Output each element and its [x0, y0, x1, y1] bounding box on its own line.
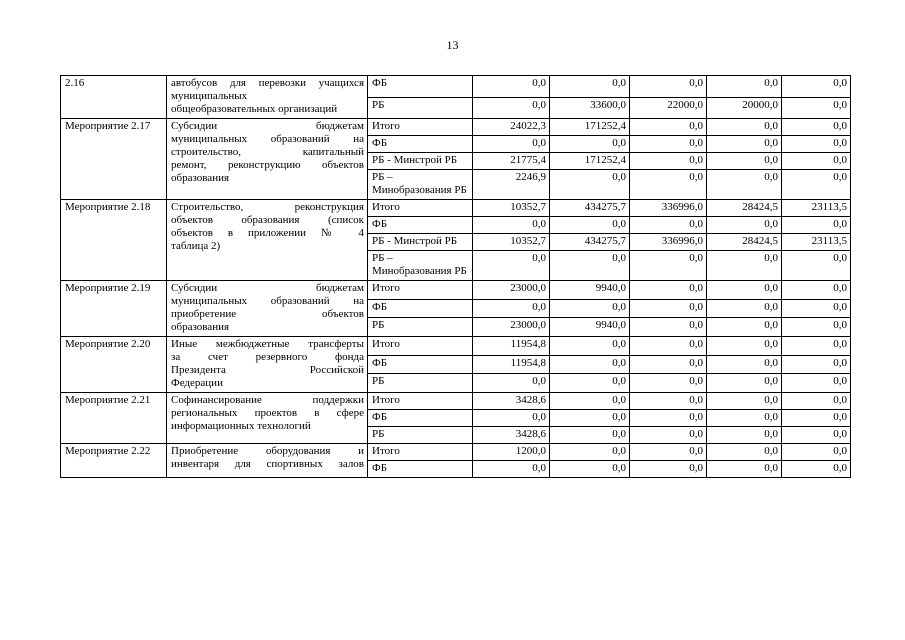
amount-cell: 0,0 [707, 299, 782, 318]
amount-cell: 0,0 [707, 393, 782, 410]
description-line: муниципальных [171, 90, 248, 102]
amount-cell: 336996,0 [630, 200, 707, 217]
amount-cell: 0,0 [782, 217, 851, 234]
measure-id: Мероприятие 2.22 [61, 444, 167, 478]
amount-cell: 0,0 [707, 119, 782, 136]
amount-cell: 0,0 [782, 76, 851, 98]
amount-cell: 0,0 [782, 444, 851, 461]
amount-cell: 0,0 [550, 136, 630, 153]
description-line: автобусов для перевозки учащихся [171, 77, 364, 89]
amount-cell: 0,0 [707, 76, 782, 98]
amount-cell: 0,0 [630, 119, 707, 136]
amount-cell: 0,0 [707, 444, 782, 461]
description-line: ремонт, реконструкцию объектов [171, 159, 364, 171]
amount-cell: 0,0 [707, 217, 782, 234]
table-row [61, 337, 851, 356]
amount-cell: 0,0 [630, 170, 707, 200]
amount-cell: 434275,7 [550, 234, 630, 251]
amount-cell: 0,0 [782, 427, 851, 444]
funding-source: Итого [368, 200, 473, 217]
budget-table [60, 75, 851, 478]
description-line: строительство, капитальный [171, 146, 364, 158]
amount-cell: 0,0 [707, 355, 782, 374]
amount-cell: 0,0 [630, 76, 707, 98]
amount-cell: 0,0 [473, 217, 550, 234]
description-line: образования [171, 321, 230, 333]
amount-cell: 0,0 [550, 76, 630, 98]
amount-cell: 0,0 [630, 153, 707, 170]
funding-source: РБ [368, 318, 473, 337]
description-line: Строительство, реконструкция [171, 201, 364, 213]
amount-cell: 0,0 [707, 318, 782, 337]
funding-source: Итого [368, 393, 473, 410]
table-row [61, 444, 851, 461]
amount-cell: 0,0 [707, 136, 782, 153]
measure-description [167, 119, 368, 200]
amount-cell: 0,0 [550, 427, 630, 444]
measure-description [167, 76, 368, 119]
funding-source: ФБ [368, 299, 473, 318]
funding-source: ФБ [368, 136, 473, 153]
amount-cell: 0,0 [782, 251, 851, 281]
amount-cell: 0,0 [707, 170, 782, 200]
amount-cell: 0,0 [630, 355, 707, 374]
amount-cell: 0,0 [707, 461, 782, 478]
amount-cell: 0,0 [782, 153, 851, 170]
description-line: муниципальных образований на [171, 133, 364, 145]
description-line: инвентаря для спортивных залов [171, 458, 364, 470]
measure-id: Мероприятие 2.19 [61, 281, 167, 337]
amount-cell: 0,0 [782, 374, 851, 393]
amount-cell: 23113,5 [782, 200, 851, 217]
description-line: Субсидии бюджетам [171, 120, 364, 132]
amount-cell: 0,0 [630, 337, 707, 356]
amount-cell: 0,0 [630, 410, 707, 427]
amount-cell: 0,0 [782, 281, 851, 300]
funding-source: Итого [368, 281, 473, 300]
amount-cell: 0,0 [550, 170, 630, 200]
description-line: за счет резервного фонда [171, 351, 364, 363]
amount-cell: 171252,4 [550, 153, 630, 170]
description-line: объектов образования (список [171, 214, 364, 226]
funding-source: ФБ [368, 410, 473, 427]
amount-cell: 0,0 [707, 337, 782, 356]
amount-cell: 9940,0 [550, 281, 630, 300]
amount-cell: 0,0 [550, 355, 630, 374]
amount-cell: 0,0 [630, 217, 707, 234]
amount-cell: 2246,9 [473, 170, 550, 200]
amount-cell: 0,0 [782, 355, 851, 374]
funding-source: РБ [368, 374, 473, 393]
amount-cell: 0,0 [782, 393, 851, 410]
amount-cell: 0,0 [630, 281, 707, 300]
description-line: Приобретение оборудования и [171, 445, 364, 457]
amount-cell: 0,0 [473, 461, 550, 478]
description-line: Федерации [171, 377, 223, 389]
funding-source: Итого [368, 444, 473, 461]
measure-id: Мероприятие 2.18 [61, 200, 167, 281]
funding-source: ФБ [368, 217, 473, 234]
measure-id: Мероприятие 2.21 [61, 393, 167, 444]
amount-cell: 23000,0 [473, 281, 550, 300]
page-number: 13 [446, 38, 459, 52]
amount-cell: 33600,0 [550, 97, 630, 119]
measure-id: Мероприятие 2.17 [61, 119, 167, 200]
amount-cell: 21775,4 [473, 153, 550, 170]
amount-cell: 0,0 [550, 337, 630, 356]
amount-cell: 171252,4 [550, 119, 630, 136]
amount-cell: 0,0 [782, 299, 851, 318]
table-row [61, 393, 851, 410]
funding-source: РБ – Минобразования РБ [368, 251, 473, 281]
amount-cell: 0,0 [782, 318, 851, 337]
amount-cell: 9940,0 [550, 318, 630, 337]
amount-cell: 0,0 [550, 444, 630, 461]
measure-id: Мероприятие 2.20 [61, 337, 167, 393]
measure-description [167, 393, 368, 444]
amount-cell: 0,0 [782, 337, 851, 356]
table-row [61, 76, 851, 98]
amount-cell: 23113,5 [782, 234, 851, 251]
amount-cell: 0,0 [630, 393, 707, 410]
funding-source: Итого [368, 337, 473, 356]
funding-source: ФБ [368, 76, 473, 98]
amount-cell: 10352,7 [473, 234, 550, 251]
amount-cell: 0,0 [707, 251, 782, 281]
amount-cell: 0,0 [473, 136, 550, 153]
amount-cell: 0,0 [707, 374, 782, 393]
description-line: таблица 2) [171, 240, 221, 252]
description-line: приобретение объектов [171, 308, 364, 320]
amount-cell: 0,0 [550, 374, 630, 393]
amount-cell: 0,0 [630, 136, 707, 153]
measure-description [167, 281, 368, 337]
amount-cell: 0,0 [630, 374, 707, 393]
amount-cell: 0,0 [473, 374, 550, 393]
amount-cell: 0,0 [630, 461, 707, 478]
description-line: Софинансирование поддержки [171, 394, 364, 406]
amount-cell: 11954,8 [473, 337, 550, 356]
amount-cell: 0,0 [473, 299, 550, 318]
amount-cell: 0,0 [782, 119, 851, 136]
amount-cell: 3428,6 [473, 427, 550, 444]
amount-cell: 24022,3 [473, 119, 550, 136]
description-line: региональных проектов в сфере [171, 407, 364, 419]
amount-cell: 23000,0 [473, 318, 550, 337]
funding-source: РБ [368, 97, 473, 119]
amount-cell: 336996,0 [630, 234, 707, 251]
amount-cell: 434275,7 [550, 200, 630, 217]
amount-cell: 0,0 [707, 410, 782, 427]
funding-source: ФБ [368, 355, 473, 374]
funding-source: РБ – Минобразования РБ [368, 170, 473, 200]
amount-cell: 0,0 [550, 251, 630, 281]
funding-source: ФБ [368, 461, 473, 478]
funding-source: Итого [368, 119, 473, 136]
amount-cell: 0,0 [630, 318, 707, 337]
amount-cell: 0,0 [782, 170, 851, 200]
description-line: объектов в приложении № 4 [171, 227, 364, 239]
funding-source: РБ - Минстрой РБ [368, 153, 473, 170]
measure-description [167, 444, 368, 478]
amount-cell: 0,0 [550, 410, 630, 427]
description-line: Иные межбюджетные трансферты [171, 338, 364, 350]
amount-cell: 0,0 [550, 217, 630, 234]
amount-cell: 0,0 [473, 251, 550, 281]
amount-cell: 0,0 [782, 461, 851, 478]
amount-cell: 0,0 [707, 281, 782, 300]
amount-cell: 28424,5 [707, 200, 782, 217]
amount-cell: 10352,7 [473, 200, 550, 217]
amount-cell: 0,0 [473, 76, 550, 98]
description-line: общеобразовательных организаций [171, 103, 338, 115]
amount-cell: 0,0 [782, 97, 851, 119]
amount-cell: 0,0 [550, 299, 630, 318]
description-line: образования [171, 172, 230, 184]
amount-cell: 0,0 [782, 136, 851, 153]
description-line: информационных технологий [171, 420, 311, 432]
amount-cell: 0,0 [473, 97, 550, 119]
amount-cell: 22000,0 [630, 97, 707, 119]
amount-cell: 0,0 [630, 444, 707, 461]
amount-cell: 0,0 [707, 427, 782, 444]
measure-description [167, 200, 368, 281]
amount-cell: 28424,5 [707, 234, 782, 251]
description-line: Субсидии бюджетам [171, 282, 364, 294]
amount-cell: 0,0 [550, 461, 630, 478]
amount-cell: 0,0 [630, 251, 707, 281]
amount-cell: 3428,6 [473, 393, 550, 410]
funding-source: РБ - Минстрой РБ [368, 234, 473, 251]
amount-cell: 0,0 [630, 299, 707, 318]
amount-cell: 0,0 [630, 427, 707, 444]
amount-cell: 0,0 [550, 393, 630, 410]
table-row [61, 281, 851, 300]
amount-cell: 11954,8 [473, 355, 550, 374]
description-line: Президента Российской [171, 364, 364, 376]
amount-cell: 0,0 [707, 153, 782, 170]
funding-source: РБ [368, 427, 473, 444]
measure-description [167, 337, 368, 393]
amount-cell: 0,0 [473, 410, 550, 427]
table-row [61, 119, 851, 136]
table-row [61, 200, 851, 217]
measure-id: 2.16 [61, 76, 167, 119]
amount-cell: 0,0 [782, 410, 851, 427]
amount-cell: 1200,0 [473, 444, 550, 461]
amount-cell: 20000,0 [707, 97, 782, 119]
description-line: муниципальных образований на [171, 295, 364, 307]
